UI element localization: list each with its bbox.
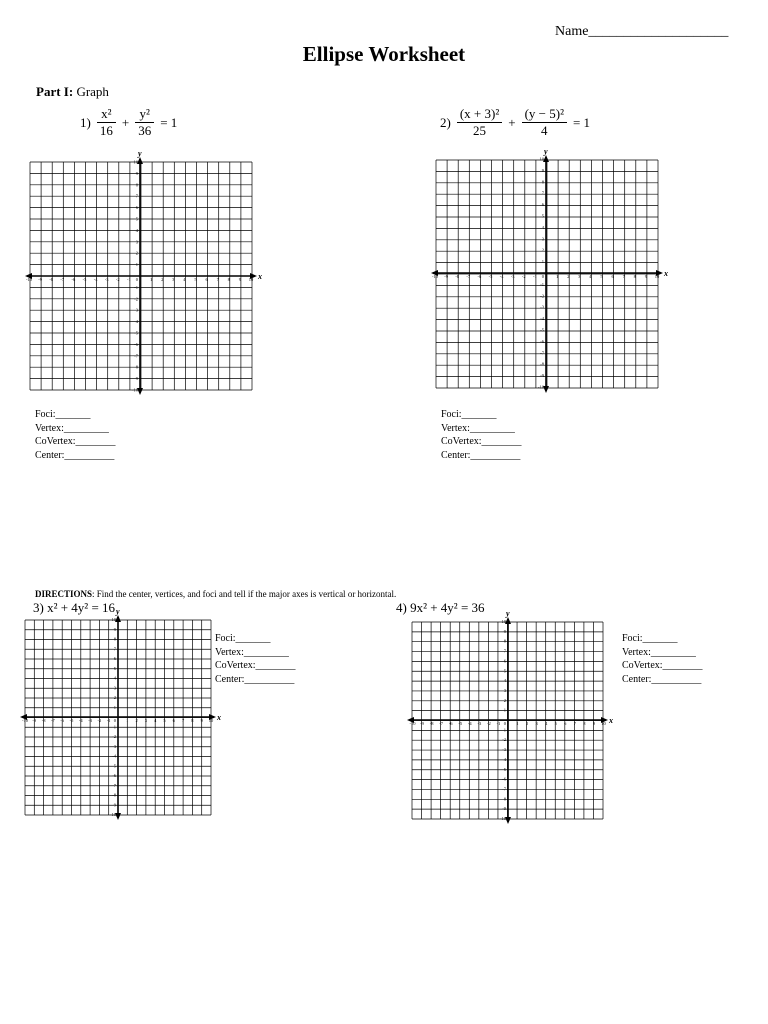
y-tick-label: 10 — [133, 159, 138, 165]
y-tick-label: 1 — [503, 707, 506, 713]
y-tick-label: 5 — [503, 668, 506, 674]
x-tick-label: 3 — [144, 718, 148, 723]
y-axis-label: y — [506, 609, 510, 618]
directions-label: DIRECTIONS — [35, 589, 93, 599]
x-tick-label: 6 — [172, 718, 175, 723]
y-tick-label: -7 — [502, 786, 506, 792]
foci-field[interactable]: Foci:_______ — [215, 633, 271, 644]
y-axis-label: y — [138, 149, 142, 158]
x-tick-label: -5 — [488, 274, 493, 279]
x-tick-label: -6 — [60, 718, 65, 723]
x-tick-label: 5 — [163, 718, 166, 723]
x-tick-label: -2 — [521, 274, 526, 279]
x-tick-label: -1 — [496, 721, 501, 726]
x-tick-label: -9 — [38, 277, 42, 282]
foci-field[interactable]: Foci:_______ — [441, 409, 497, 420]
y-tick-label: 1 — [541, 259, 544, 265]
x-tick-label: -5 — [458, 721, 463, 726]
x-tick-label: 2 — [525, 721, 529, 726]
x-tick-label: 10 — [248, 277, 254, 282]
fraction-denominator: 36 — [138, 123, 152, 138]
x-tick-label: -3 — [104, 277, 109, 282]
y-tick-label: -4 — [112, 753, 116, 759]
y-tick-label: -10 — [538, 384, 544, 390]
x-tick-label: 4 — [589, 274, 592, 279]
y-tick-label: -6 — [112, 773, 116, 778]
y-tick-label: 7 — [113, 646, 116, 652]
y-tick-label: -10 — [132, 387, 138, 393]
y-tick-label: -2 — [540, 293, 544, 299]
y-tick-label: 9 — [503, 628, 506, 634]
y-tick-label: -7 — [540, 350, 544, 356]
y-tick-label: -10 — [500, 816, 506, 821]
y-tick-label: -9 — [540, 373, 544, 379]
y-tick-label: -1 — [134, 284, 138, 290]
y-tick-label: -7 — [112, 782, 116, 788]
y-tick-label: -3 — [112, 743, 116, 749]
x-tick-label: -8 — [455, 274, 460, 279]
foci-field[interactable]: Foci:_______ — [35, 409, 91, 420]
x-tick-label: 7 — [216, 277, 219, 282]
y-tick-label: 8 — [503, 638, 506, 644]
y-tick-label: -9 — [134, 376, 138, 382]
y-tick-label: -1 — [540, 281, 544, 287]
origin-tick-label: 0 — [135, 277, 138, 282]
foci-field[interactable]: Foci:_______ — [622, 633, 678, 644]
x-tick-label: -10 — [432, 274, 438, 279]
x-tick-label: -10 — [409, 721, 416, 726]
y-tick-label: 5 — [541, 213, 544, 219]
y-tick-label: -2 — [112, 734, 116, 739]
x-tick-label: -2 — [115, 277, 120, 282]
x-tick-label: 9 — [592, 721, 596, 726]
x-tick-label: -8 — [41, 718, 46, 723]
y-tick-label: -8 — [112, 792, 116, 798]
x-tick-label: 2 — [135, 718, 138, 723]
y-tick-label: -5 — [134, 330, 138, 336]
x-tick-label: 2 — [567, 274, 570, 279]
y-tick-label: 4 — [503, 678, 506, 684]
x-tick-label: 4 — [183, 277, 186, 282]
fraction-denominator: 16 — [99, 123, 113, 138]
x-tick-label: -7 — [60, 277, 65, 282]
vertex-field[interactable]: Vertex:_________ — [215, 646, 289, 658]
x-tick-label: 4 — [154, 718, 157, 723]
y-tick-label: 2 — [503, 697, 506, 703]
x-tick-label: -7 — [51, 718, 55, 723]
x-tick-label: -7 — [466, 274, 471, 279]
x-tick-label: 1 — [516, 721, 519, 726]
y-tick-label: -7 — [134, 353, 138, 359]
x-tick-label: 5 — [194, 277, 197, 282]
covertex-field[interactable]: CoVertex:________ — [622, 660, 703, 671]
covertex-field[interactable]: CoVertex:________ — [35, 436, 116, 447]
x-tick-label: -3 — [510, 274, 515, 279]
problem-2-number: 2) — [440, 114, 451, 130]
y-tick-label: 9 — [135, 170, 138, 176]
x-tick-label: 9 — [238, 277, 242, 282]
vertex-field[interactable]: Vertex:_________ — [441, 422, 515, 434]
y-tick-label: -2 — [134, 296, 138, 302]
y-tick-label: 4 — [135, 227, 138, 233]
x-tick-label: 8 — [191, 718, 194, 723]
y-tick-label: 10 — [111, 617, 116, 622]
x-tick-label: -3 — [477, 721, 482, 726]
x-tick-label: -6 — [477, 274, 482, 279]
x-tick-label: 10 — [208, 718, 214, 723]
name-line[interactable]: Name____________________ — [555, 24, 729, 39]
y-tick-label: 3 — [541, 236, 544, 242]
equals-one: = 1 — [572, 114, 591, 130]
y-tick-label: 2 — [541, 247, 544, 253]
center-field[interactable]: Center:__________ — [215, 673, 295, 685]
y-tick-label: -6 — [134, 341, 138, 347]
x-tick-label: 3 — [172, 277, 175, 282]
x-tick-label: -9 — [444, 274, 448, 279]
x-tick-label: -10 — [22, 718, 28, 723]
x-tick-label: -1 — [106, 718, 111, 723]
x-tick-label: 2 — [161, 277, 164, 282]
y-tick-label: -4 — [540, 316, 544, 322]
x-tick-label: 5 — [554, 721, 557, 726]
x-tick-label: -5 — [69, 718, 74, 723]
x-axis-label: x — [664, 269, 668, 278]
x-tick-label: -4 — [467, 721, 472, 726]
center-field[interactable]: Center:__________ — [441, 449, 521, 461]
x-tick-label: 4 — [545, 721, 548, 726]
y-tick-label: 3 — [135, 239, 138, 245]
x-tick-label: -5 — [82, 277, 87, 282]
y-tick-label: 2 — [113, 695, 116, 700]
y-tick-label: 6 — [541, 202, 544, 208]
plus-sign: + — [508, 114, 516, 130]
y-tick-label: 10 — [501, 619, 506, 624]
part-one-bold: Part I: — [36, 84, 74, 99]
x-tick-label: 8 — [583, 721, 586, 726]
x-tick-label: 7 — [622, 274, 625, 279]
y-tick-label: 7 — [503, 648, 506, 654]
x-tick-label: -1 — [127, 277, 131, 282]
x-tick-label: 9 — [644, 274, 648, 279]
y-tick-label: -5 — [502, 766, 506, 772]
plus-sign: + — [121, 114, 130, 130]
fraction-numerator: (y − 5)² — [522, 106, 567, 123]
fraction-numerator: x² — [97, 106, 116, 123]
y-tick-label: 7 — [541, 190, 544, 196]
x-tick-label: 3 — [578, 274, 581, 279]
x-axis-label: x — [217, 713, 221, 722]
x-tick-label: 7 — [573, 721, 576, 726]
y-tick-label: -5 — [540, 327, 544, 333]
y-tick-label: -3 — [502, 747, 506, 753]
x-tick-label: 3 — [535, 721, 538, 726]
directions-text: : Find the center, vertices, and foci and tell if the major axes is vertical or horizontal. — [92, 589, 397, 599]
y-tick-label: 3 — [113, 685, 116, 691]
x-axis-label: x — [258, 272, 262, 281]
y-tick-label: -10 — [110, 812, 116, 817]
y-axis-label: y — [116, 607, 120, 616]
vertex-field[interactable]: Vertex:_________ — [35, 422, 109, 434]
y-tick-label: 3 — [503, 687, 506, 693]
x-tick-label: -8 — [429, 721, 434, 726]
y-tick-label: 6 — [113, 656, 116, 661]
problem-3-equation: 3) x² + 4y² = 16 — [33, 600, 116, 615]
x-tick-label: -2 — [487, 721, 491, 726]
x-tick-label: -9 — [32, 718, 37, 723]
y-tick-label: -6 — [502, 776, 506, 782]
x-tick-label: -6 — [448, 721, 453, 726]
y-tick-label: -3 — [134, 307, 138, 313]
origin-tick-label: 0 — [503, 721, 506, 726]
y-tick-label: 8 — [541, 179, 544, 185]
x-tick-label: 6 — [564, 721, 567, 726]
x-tick-label: -9 — [420, 721, 424, 726]
x-tick-label: 10 — [654, 274, 660, 279]
x-tick-label: -6 — [71, 277, 76, 282]
y-tick-label: -6 — [540, 338, 544, 344]
y-tick-label: -3 — [540, 304, 544, 310]
y-tick-label: 5 — [135, 216, 138, 222]
x-axis-label: x — [609, 716, 613, 725]
answer-fields-4 — [622, 632, 703, 686]
y-tick-label: -9 — [502, 806, 506, 812]
fraction-numerator: y² — [135, 106, 154, 123]
x-tick-label: 6 — [205, 277, 208, 282]
y-tick-label: -9 — [112, 802, 116, 808]
y-tick-label: 9 — [541, 167, 544, 173]
answer-fields-2 — [441, 408, 522, 462]
covertex-field[interactable]: CoVertex:________ — [215, 660, 296, 671]
answer-fields-3 — [215, 632, 296, 686]
y-tick-label: 5 — [113, 665, 116, 671]
x-tick-label: 1 — [126, 718, 129, 723]
y-tick-label: -8 — [502, 796, 506, 802]
equals-one: = 1 — [160, 114, 178, 130]
page-title: Ellipse Worksheet — [302, 42, 466, 66]
problem-1-number: 1) — [80, 114, 91, 130]
origin-tick-label: 0 — [541, 274, 544, 279]
y-tick-label: 6 — [135, 205, 138, 211]
x-tick-label: -2 — [97, 718, 102, 723]
y-tick-label: 10 — [539, 156, 544, 162]
x-tick-label: 10 — [601, 721, 606, 726]
fraction-numerator: (x + 3)² — [457, 106, 502, 123]
y-axis-label: y — [544, 147, 548, 156]
y-tick-label: -5 — [112, 763, 116, 769]
x-tick-label: 5 — [600, 274, 603, 279]
x-tick-label: 1 — [555, 274, 559, 279]
x-tick-label: -3 — [88, 718, 92, 723]
x-tick-label: -7 — [439, 721, 444, 726]
origin-tick-label: 0 — [113, 718, 116, 723]
center-field[interactable]: Center:__________ — [622, 673, 702, 685]
x-tick-label: 7 — [181, 718, 185, 723]
vertex-field[interactable]: Vertex:_________ — [622, 646, 696, 658]
x-tick-label: 8 — [633, 274, 636, 279]
y-tick-label: 2 — [135, 250, 138, 256]
y-tick-label: 4 — [113, 675, 116, 681]
x-tick-label: 9 — [200, 718, 203, 723]
directions — [35, 589, 396, 599]
x-tick-label: -4 — [93, 277, 98, 282]
y-tick-label: -4 — [134, 319, 138, 325]
fraction-denominator: 25 — [473, 123, 487, 138]
x-tick-label: 1 — [149, 277, 153, 282]
y-tick-label: -1 — [112, 724, 116, 730]
y-tick-label: 8 — [135, 182, 138, 188]
x-tick-label: -1 — [533, 274, 537, 279]
y-tick-label: 4 — [541, 224, 544, 230]
y-tick-label: 1 — [135, 262, 138, 268]
y-tick-label: 7 — [135, 193, 138, 199]
y-tick-label: 8 — [113, 636, 116, 642]
y-tick-label: -8 — [540, 361, 544, 367]
y-tick-label: -2 — [502, 737, 506, 743]
answer-fields-1 — [35, 408, 116, 462]
x-tick-label: -10 — [26, 277, 32, 282]
problem-4-equation: 4) 9x² + 4y² = 36 — [396, 600, 485, 615]
y-tick-label: 1 — [113, 704, 116, 710]
y-tick-label: -4 — [502, 756, 506, 762]
x-tick-label: -4 — [499, 274, 504, 279]
y-tick-label: -1 — [502, 727, 506, 733]
y-tick-label: 9 — [113, 626, 116, 632]
fraction-denominator: 4 — [541, 123, 548, 138]
center-field[interactable]: Center:__________ — [35, 449, 115, 461]
part-one-text: Graph — [76, 84, 109, 99]
y-tick-label: -8 — [134, 364, 138, 370]
covertex-field[interactable]: CoVertex:________ — [441, 436, 522, 447]
x-tick-label: -8 — [49, 277, 54, 282]
x-tick-label: 6 — [611, 274, 614, 279]
x-tick-label: 8 — [227, 277, 230, 282]
x-tick-label: -4 — [78, 718, 83, 723]
y-tick-label: 6 — [503, 658, 506, 664]
